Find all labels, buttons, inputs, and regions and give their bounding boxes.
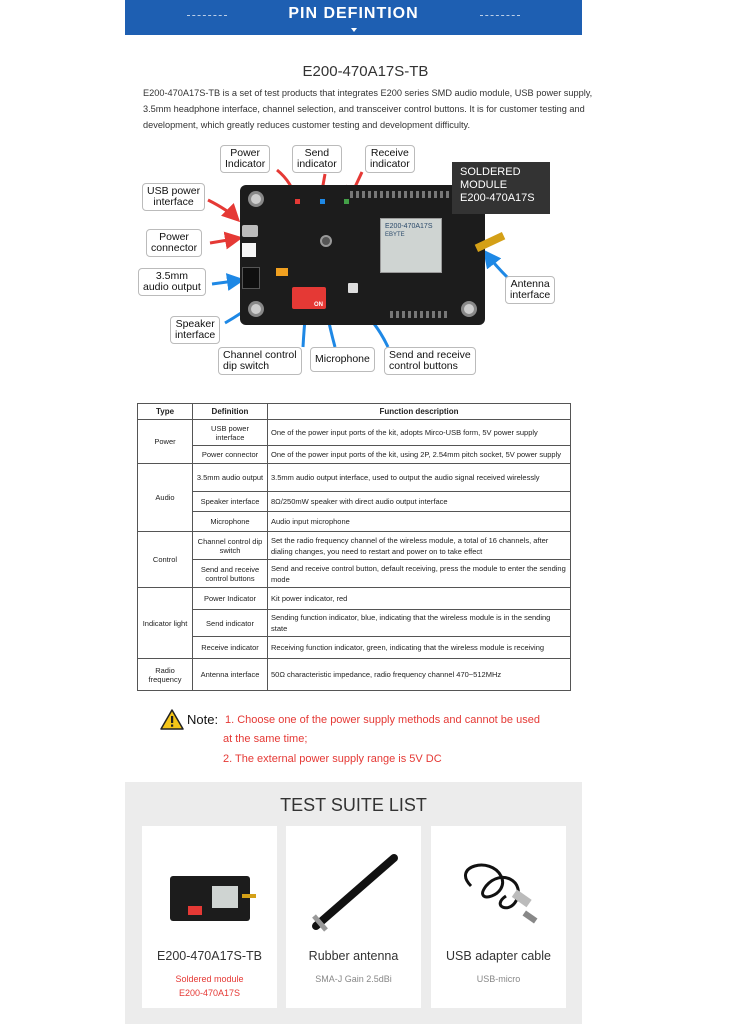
soldered-module-callout xyxy=(452,162,550,214)
description-cell: 50Ω characteristic impedance, radio frequency channel 470~512MHz xyxy=(268,659,571,691)
mount-hole-icon xyxy=(461,301,477,317)
product-title: E200-470A17S-TB xyxy=(302,63,429,80)
callout-send-receive-buttons: Send and receive control buttons xyxy=(384,347,476,375)
suite-card-antenna xyxy=(286,826,421,1008)
mount-hole-icon xyxy=(248,301,264,317)
suite-item-name: E200-470A17S-TB xyxy=(157,949,262,963)
soldered-module xyxy=(380,218,442,273)
table-row xyxy=(138,512,571,532)
table-header: Definition xyxy=(193,404,268,420)
description-cell: 8Ω/250mW speaker with direct audio output interface xyxy=(268,492,571,512)
definition-cell: Send and receive control buttons xyxy=(193,560,268,588)
pin-header-top xyxy=(350,191,460,198)
type-cell: Indicator light xyxy=(138,588,193,659)
test-suite-section xyxy=(125,782,582,1024)
description-cell: Kit power indicator, red xyxy=(268,588,571,610)
callout-send-indicator: Send indicator xyxy=(292,145,342,173)
description-cell: Set the radio frequency channel of the wireless module, a total of 16 channels, after dialing changes, you need to restart and power on to take effect xyxy=(268,532,571,560)
callout-channel-dip: Channel control dip switch xyxy=(218,347,302,375)
soldered-line-1: SOLDERED xyxy=(460,166,521,178)
table-row xyxy=(138,588,571,610)
note-line-1: 1. Choose one of the power supply methods and cannot be used xyxy=(225,714,540,726)
description-cell: One of the power input ports of the kit, adopts Mirco-USB form, 5V power supply xyxy=(268,420,571,446)
microphone-icon xyxy=(320,235,332,247)
table-row xyxy=(138,532,571,560)
dip-thumbnail xyxy=(188,906,202,915)
callout-microphone: Microphone xyxy=(310,347,375,372)
description-cell: One of the power input ports of the kit, using 2P, 2.54mm pitch socket, 5V power supply xyxy=(268,446,571,464)
definition-cell: Power connector xyxy=(193,446,268,464)
module-brand: EBYTE xyxy=(385,232,405,238)
usb-port-icon xyxy=(242,225,258,237)
description-cell: Audio input microphone xyxy=(268,512,571,532)
send-receive-button-icon xyxy=(348,283,358,293)
table-row xyxy=(138,446,571,464)
speaker-socket-icon xyxy=(276,268,288,276)
table-row xyxy=(138,637,571,659)
definition-cell: Speaker interface xyxy=(193,492,268,512)
description-cell: Receiving function indicator, green, indicating that the wireless module is receiving xyxy=(268,637,571,659)
table-header: Function description xyxy=(268,404,571,420)
suite-item-sub: SMA-J Gain 2.5dBi xyxy=(315,974,392,984)
board-diagram xyxy=(130,140,590,385)
definition-cell: Antenna interface xyxy=(193,659,268,691)
suite-item-name: USB adapter cable xyxy=(446,949,551,963)
table-header: Type xyxy=(138,404,193,420)
definition-cell: Microphone xyxy=(193,512,268,532)
definition-cell: Send indicator xyxy=(193,610,268,637)
callout-power-indicator: Power Indicator xyxy=(220,145,270,173)
callout-usb-power: USB power interface xyxy=(142,183,205,211)
callout-speaker: Speaker interface xyxy=(170,316,220,344)
receive-led-icon xyxy=(344,199,349,204)
suite-item-sub: Soldered module E200-470A17S xyxy=(175,974,244,998)
definition-cell: Power Indicator xyxy=(193,588,268,610)
chevron-down-icon xyxy=(351,28,357,32)
suite-card-board xyxy=(142,826,277,1008)
power-socket-icon xyxy=(242,243,256,257)
module-thumbnail xyxy=(212,886,238,908)
soldered-line-2: MODULE xyxy=(460,179,508,191)
table-row xyxy=(138,560,571,588)
callout-power-connector: Power connector xyxy=(146,229,202,257)
table-header-row xyxy=(138,404,571,420)
table-row xyxy=(138,420,571,446)
send-led-icon xyxy=(320,199,325,204)
mount-hole-icon xyxy=(248,191,264,207)
definition-cell: Receive indicator xyxy=(193,637,268,659)
dip-switch-label: ON xyxy=(314,302,323,308)
definition-cell: 3.5mm audio output xyxy=(193,464,268,492)
antenna-icon xyxy=(286,826,421,941)
power-led-icon xyxy=(295,199,300,204)
note-label: Note: xyxy=(187,712,219,727)
type-cell: Power xyxy=(138,420,193,464)
suite-item-name: Rubber antenna xyxy=(308,949,399,963)
description-cell: Sending function indicator, blue, indicating that the wireless module is in the sending state xyxy=(268,610,571,637)
callout-antenna: Antenna interface xyxy=(505,276,555,304)
pcb-board xyxy=(240,185,485,325)
type-cell: Control xyxy=(138,532,193,588)
table-row xyxy=(138,610,571,637)
note-line-2: at the same time; xyxy=(223,733,308,745)
note-line-3: 2. The external power supply range is 5V DC xyxy=(223,753,442,765)
type-cell: Radio frequency xyxy=(138,659,193,691)
callout-audio-output: 3.5mm audio output xyxy=(138,268,206,296)
type-cell: Audio xyxy=(138,464,193,532)
soldered-line-3: E200-470A17S xyxy=(460,192,535,204)
table-row xyxy=(138,659,571,691)
sma-thumbnail xyxy=(242,894,256,898)
suite-title: TEST SUITE LIST xyxy=(280,795,427,815)
suite-card-cable xyxy=(431,826,566,1008)
table-row xyxy=(138,464,571,492)
description-cell: Send and receive control button, default receiving, press the module to enter the sending mode xyxy=(268,560,571,588)
dip-switch-icon xyxy=(292,287,326,309)
audio-jack-icon xyxy=(242,267,260,289)
usb-cable-icon xyxy=(431,826,566,941)
definition-cell: USB power interface xyxy=(193,420,268,446)
description-cell: 3.5mm audio output interface, used to output the audio signal received wirelessly xyxy=(268,464,571,492)
pin-definition-table xyxy=(137,403,571,691)
product-intro: E200-470A17S-TB is a set of test products that integrates E200 series SMD audio module, USB power supply, 3.5mm headphone interface, channel selection, and transceiver control buttons. It is for customer testing and development, which greatly reduces customer testing and development difficulty. xyxy=(143,88,593,130)
definition-cell: Channel control dip switch xyxy=(193,532,268,560)
pin-header-bottom xyxy=(390,311,450,318)
module-label: E200-470A17S xyxy=(385,223,433,230)
warning-icon xyxy=(160,709,184,730)
callout-receive-indicator: Receive indicator xyxy=(365,145,415,173)
board-thumbnail xyxy=(170,876,250,921)
section-banner xyxy=(125,0,582,35)
suite-item-sub: USB-micro xyxy=(476,974,521,984)
table-row xyxy=(138,492,571,512)
banner-title: PIN DEFINTION xyxy=(288,5,419,22)
banner-decoration-right xyxy=(480,15,520,16)
